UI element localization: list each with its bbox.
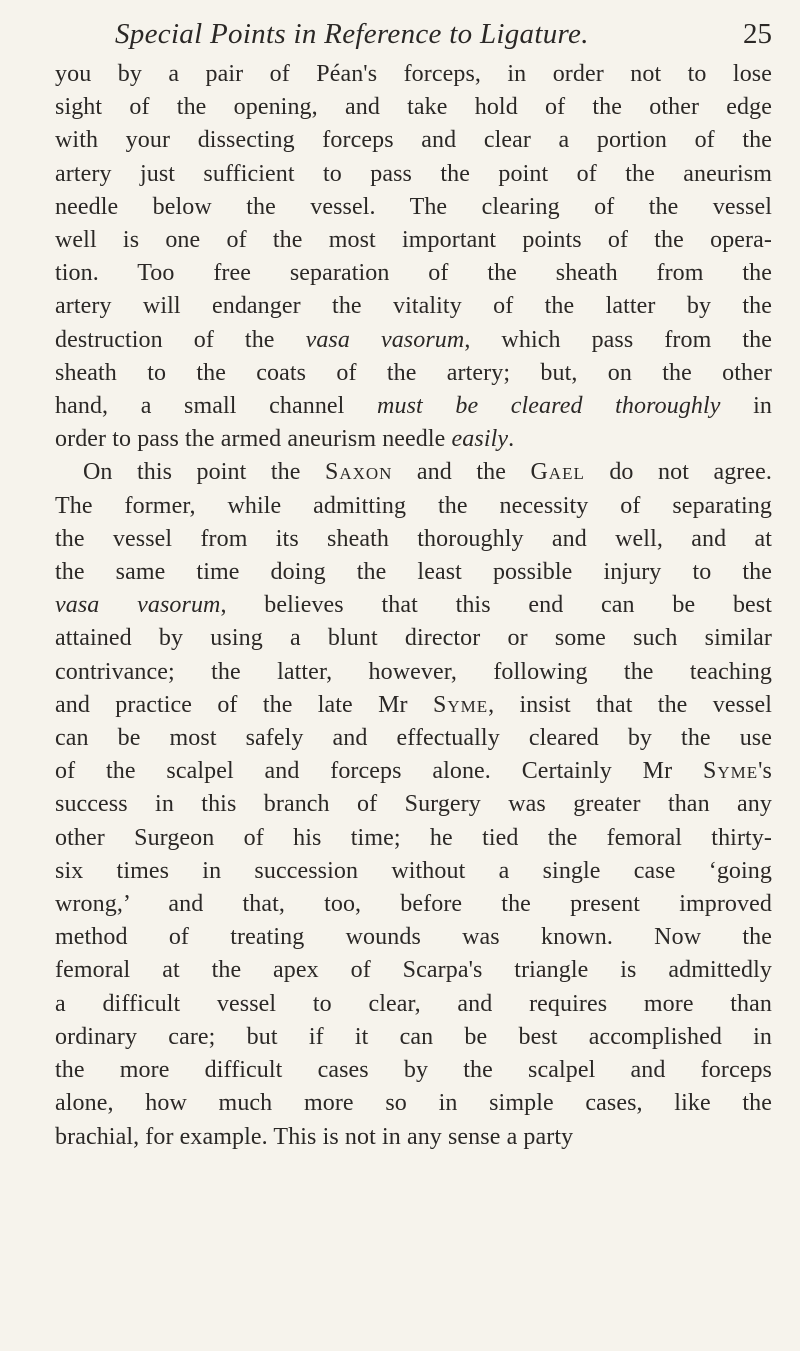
text-run: and practice of the late Mr [55,691,433,718]
text-line [55,456,772,489]
text-run: , insist that the vessel [488,691,772,718]
text-line: sight of the opening, and take hold of the other edge [55,94,772,121]
text-line: six times in succession without a single case ‘going [55,857,772,884]
running-head: Special Points in Reference to Ligature. [115,18,589,50]
paragraph-2 [55,456,772,1153]
text-line: well is one of the most important points of the opera- [55,227,772,254]
text-line [55,423,772,456]
small-caps-name: Saxon [324,459,393,486]
text-line: the vessel from its sheath thoroughly and well, and at [55,525,772,552]
text-line: you by a pair of Péan's forceps, in order not to lose [55,61,772,87]
italic-phrase: must be cleared thoroughly [377,393,721,420]
text-run: , which pass from the [464,326,772,353]
italic-phrase: easily [451,426,509,453]
italic-phrase: vasa vasorum [55,592,221,619]
text-line: with your dissecting forceps and clear a portion of the [55,127,772,154]
paragraph-1 [55,58,772,456]
page-header [55,8,772,58]
text-run: . [508,426,515,453]
text-line: wrong,’ and that, too, before the present improved [55,891,772,918]
small-caps-name: Syme [432,691,489,718]
text-line [55,324,772,357]
text-line: the same time doing the least possible injury to the [55,559,772,586]
text-run: On this point the [83,459,325,486]
text-line [55,755,772,788]
text-line: ordinary care; but if it can be best accomplished in [55,1023,772,1050]
text-run: hand, a small channel [55,393,378,420]
small-caps-name: Syme [703,758,759,785]
text-line [55,390,772,423]
text-line: alone, how much more so in simple cases, like the [55,1090,772,1117]
text-line: artery will endanger the vitality of the latter by the [55,293,772,320]
text-line: other Surgeon of his time; he tied the femoral thirty- [55,824,772,851]
text-run: in [720,393,773,420]
text-run: and the [392,459,531,486]
text-line: The former, while admitting the necessity of separating [55,492,772,519]
text-line [55,689,772,722]
text-line: success in this branch of Surgery was greater than any [55,791,772,818]
text-run: order to pass the armed aneurism needle [55,426,452,453]
text-line: a difficult vessel to clear, and requires more than [55,990,772,1017]
text-line: femoral at the apex of Scarpa's triangle is admittedly [55,957,772,984]
italic-phrase: vasa vasorum [305,326,465,353]
text-run: , believes that this end can be best [220,592,772,619]
text-line: the more difficult cases by the scalpel and forceps [55,1057,772,1084]
body-text [55,58,772,1154]
text-line: needle below the vessel. The clearing of the vessel [55,193,772,220]
text-run: do not agree. [584,459,773,486]
text-line: attained by using a blunt director or some such similar [55,625,772,652]
small-caps-name: Gael [530,459,585,486]
text-line: artery just sufficient to pass the point of the aneurism [55,160,772,187]
text-line: sheath to the coats of the artery; but, on the other [55,359,772,386]
text-line: contrivance; the latter, however, following the teaching [55,658,772,685]
text-line: can be most safely and effectually cleared by the use [55,725,772,752]
text-line [55,589,772,622]
text-line: brachial, for example. This is not in any sense a party [55,1123,574,1150]
page-number: 25 [743,18,772,50]
text-run: destruction of the [55,326,306,353]
text-line: method of treating wounds was known. Now the [55,924,772,951]
text-run: 's [758,758,772,785]
text-line: tion. Too free separation of the sheath from the [55,260,772,287]
text-run: of the scalpel and forceps alone. Certainly Mr [55,758,703,785]
